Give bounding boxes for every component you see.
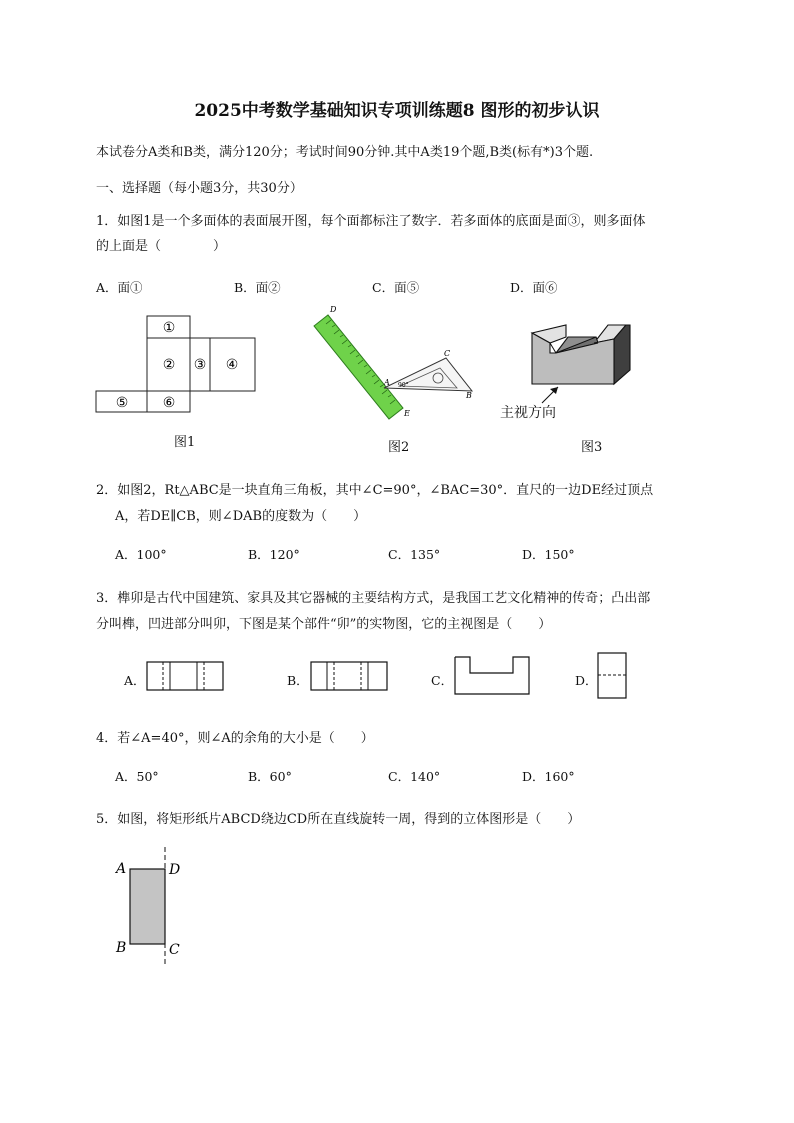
q3-option-c: C． xyxy=(431,673,454,688)
figure-3-caption: 图3 xyxy=(581,440,603,455)
q2-option-d: D．150° xyxy=(522,547,575,562)
face-5-label: ⑤ xyxy=(115,395,129,411)
point-e-label: E xyxy=(404,409,410,418)
figure-1-net xyxy=(90,308,265,418)
q3-option-c-drawing xyxy=(453,655,533,697)
q1-option-d: D．面⑥ xyxy=(510,280,558,295)
q4-option-c: C．140° xyxy=(388,769,441,784)
question-2-line-1: 2．如图2，Rt△ABC是一块直角三角板，其中∠C=90°，∠BAC=30°．直尺的一边DE经过顶点 xyxy=(96,483,654,498)
q3-option-a-drawing xyxy=(146,661,226,693)
face-6-label: ⑥ xyxy=(162,395,176,411)
q4-option-a: A．50° xyxy=(115,769,159,784)
vertex-b-label: B xyxy=(116,940,127,956)
figure-2-caption: 图2 xyxy=(388,440,410,455)
q1-option-b: B．面② xyxy=(234,280,281,295)
vertex-a-label: A xyxy=(116,861,127,877)
face-1-label: ① xyxy=(162,320,176,336)
view-direction-label: 主视方向 xyxy=(500,405,556,421)
question-5-line-1: 5．如图，将矩形纸片ABCD绕边CD所在直线旋转一周，得到的立体图形是（ ） xyxy=(96,812,581,827)
page-title: 2025中考数学基础知识专项训练题8 图形的初步认识 xyxy=(194,101,600,121)
figure-2-ruler-triangle xyxy=(300,300,485,425)
section-heading: 一、选择题（每小题3分，共30分） xyxy=(96,181,303,196)
q1-option-c: C．面⑤ xyxy=(372,280,420,295)
question-3-line-1: 3．榫卯是古代中国建筑、家具及其它器械的主要结构方式，是我国工艺文化精神的传奇；凸出部 xyxy=(96,591,651,606)
face-4-label: ④ xyxy=(225,357,239,373)
face-3-label: ③ xyxy=(193,357,207,373)
q2-option-c: C．135° xyxy=(388,547,441,562)
question-1-line-1: 1．如图1是一个多面体的表面展开图，每个面都标注了数字．若多面体的底面是面③，则多面体 xyxy=(96,214,646,229)
question-1-line-2: 的上面是（ ） xyxy=(96,239,227,254)
vertex-d-label: D xyxy=(169,862,181,878)
figure-1-caption: 图1 xyxy=(174,435,196,450)
question-4-line-1: 4．若∠A=40°，则∠A的余角的大小是（ ） xyxy=(96,731,374,746)
vertex-c-label: C xyxy=(169,942,180,958)
q3-option-b: B． xyxy=(287,673,309,688)
point-b-label: B xyxy=(466,391,472,400)
q3-option-a: A． xyxy=(124,673,146,688)
q2-option-a: A．100° xyxy=(115,547,167,562)
angle-label: 90° xyxy=(398,382,409,389)
point-d-label: D xyxy=(330,305,337,314)
question-2-line-2: A，若DE∥CB，则∠DAB的度数为（ ） xyxy=(115,509,367,524)
q4-option-b: B．60° xyxy=(248,769,292,784)
point-a-label: A xyxy=(384,378,390,387)
figure-5-rectangle xyxy=(110,845,190,970)
q3-option-d: D． xyxy=(575,673,598,688)
face-2-label: ② xyxy=(162,357,176,373)
q2-option-b: B．120° xyxy=(248,547,300,562)
q3-option-b-drawing xyxy=(310,661,390,693)
exam-intro: 本试卷分A类和B类，满分120分；考试时间90分钟.其中A类19个题,B类(标有*)3个题. xyxy=(96,145,594,160)
question-3-line-2: 分叫榫，凹进部分叫卯，下图是某个部件“卯”的实物图，它的主视图是（ ） xyxy=(96,617,552,632)
q1-option-a: A．面① xyxy=(96,280,143,295)
q3-option-d-drawing xyxy=(597,652,629,700)
point-c-label: C xyxy=(444,349,451,358)
q4-option-d: D．160° xyxy=(522,769,575,784)
